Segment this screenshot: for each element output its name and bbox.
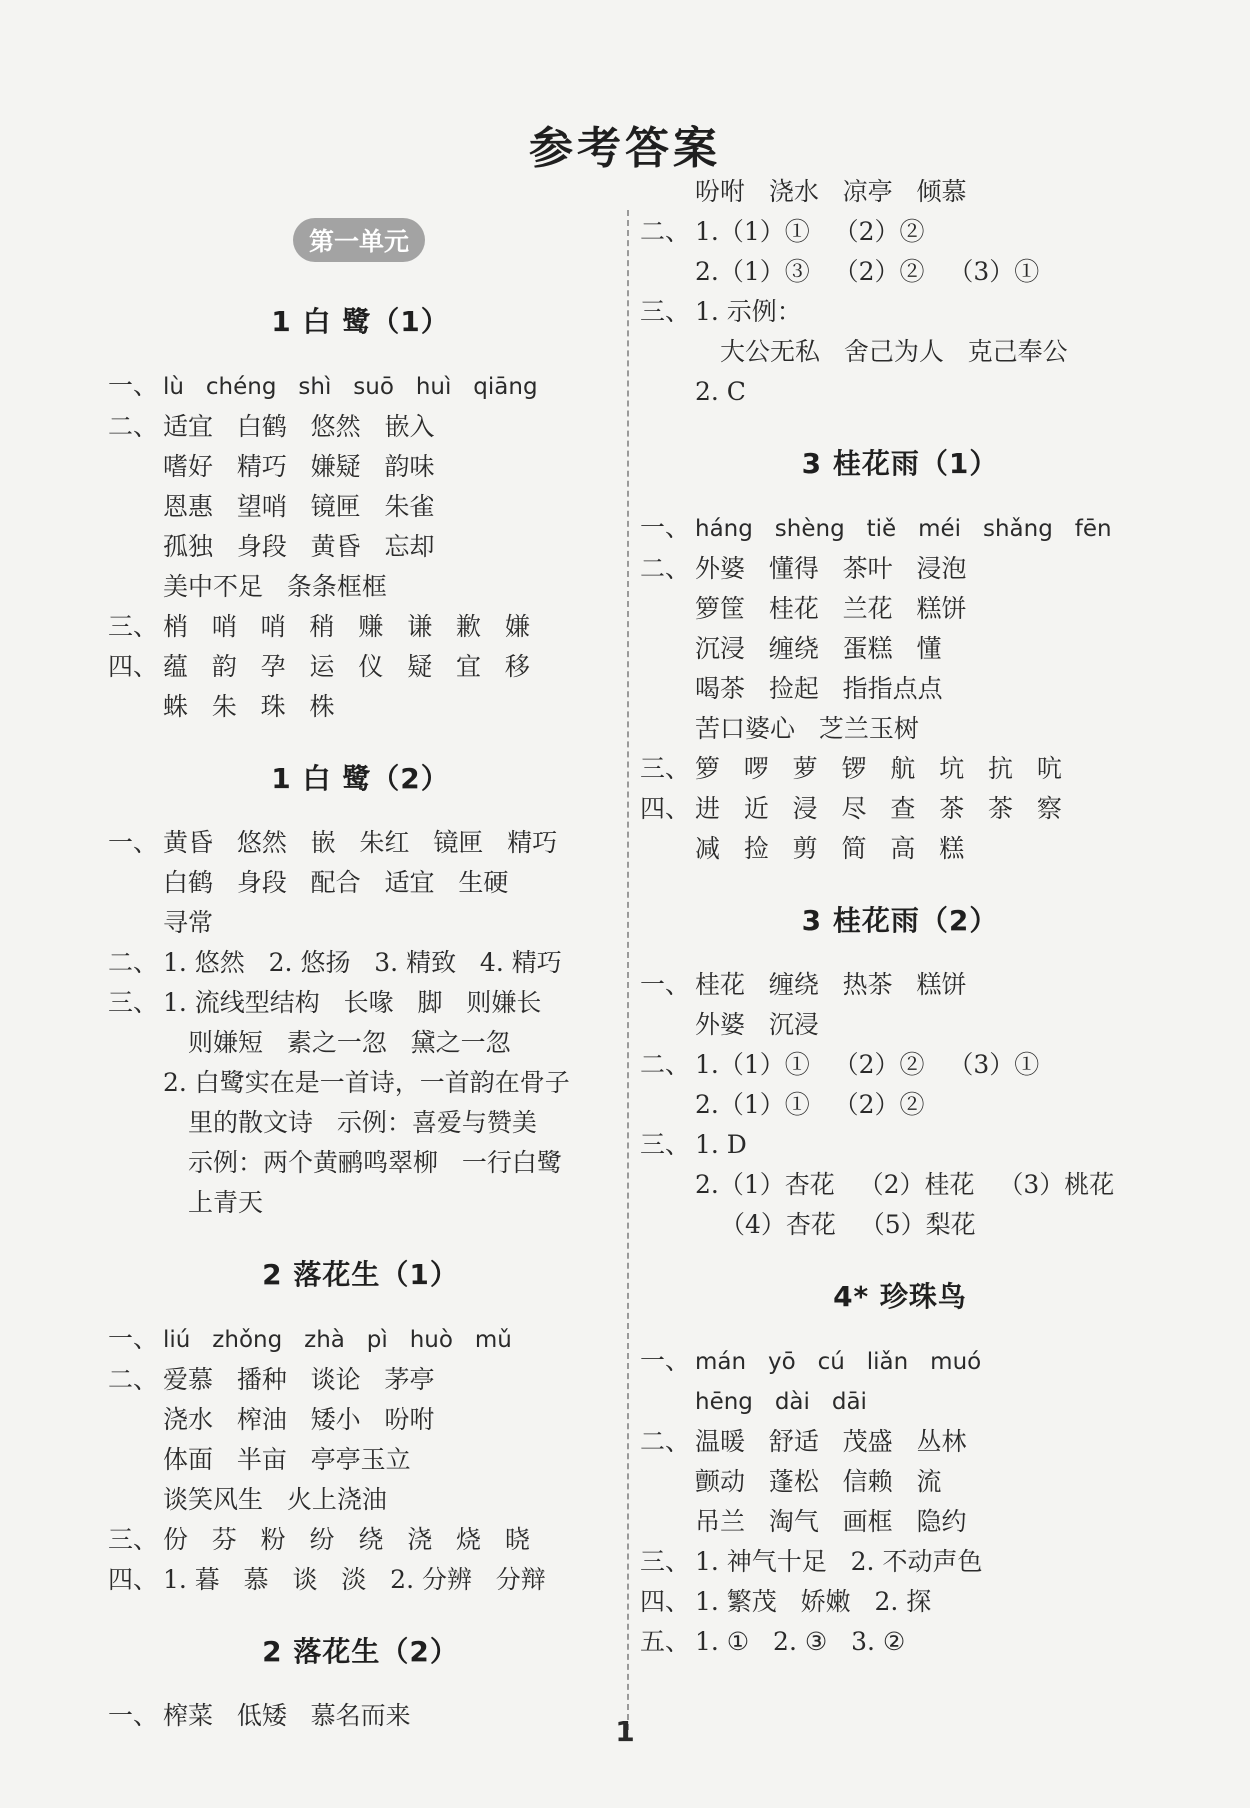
page-number: 1 xyxy=(615,1715,635,1748)
answer-row: 体面 半亩 亭亭玉立 xyxy=(163,1445,411,1474)
lesson-title: 3 桂花雨（2） xyxy=(801,904,999,937)
answer-row: 外婆 沉浸 xyxy=(695,1010,819,1039)
lesson-title: 2 落花生（1） xyxy=(262,1258,459,1291)
answer-row: 三、 箩 啰 萝 锣 航 坑 抗 吭 xyxy=(640,754,1062,783)
answer-row: 一、 lù chéng shì suō huì qiāng xyxy=(108,371,538,400)
answer-row: 二、 1.（1）① （2）② xyxy=(640,217,925,246)
answer-row: 一、 mán yō cú liǎn muó xyxy=(640,1346,982,1375)
answer-row: 大公无私 舍己为人 克己奉公 xyxy=(720,337,1068,366)
answer-row: 一、 榨菜 低矮 慕名而来 xyxy=(108,1701,411,1730)
answer-row: 2. 白鹭实在是一首诗，一首韵在骨子 xyxy=(163,1068,570,1097)
answer-row: 三、 份 芬 粉 纷 绕 浇 烧 晓 xyxy=(108,1525,530,1554)
answer-row: 一、 háng shèng tiě méi shǎng fēn xyxy=(640,513,1112,542)
answer-row: 箩筐 桂花 兰花 糕饼 xyxy=(695,594,967,623)
answer-row: 二、 1.（1）① （2）② （3）① xyxy=(640,1050,1040,1079)
lesson-title: 2 落花生（2） xyxy=(262,1635,459,1668)
answer-row: 沉浸 缠绕 蛋糕 懂 xyxy=(695,634,942,663)
answer-row: 上青天 xyxy=(188,1188,264,1217)
answer-row: 三、 1. 流线型结构 长喙 脚 则嫌长 xyxy=(108,988,542,1017)
answer-row: （4）杏花 （5）梨花 xyxy=(720,1210,976,1239)
answer-row: 寻常 xyxy=(163,908,214,937)
page-title: 参考答案 xyxy=(529,123,721,174)
answer-row: 里的散文诗 示例：喜爱与赞美 xyxy=(188,1108,537,1137)
answer-row: 2. C xyxy=(695,377,746,406)
answer-row: 2.（1）杏花 （2）桂花 （3）桃花 xyxy=(695,1170,1115,1199)
answer-row: 三、 梢 哨 哨 稍 赚 谦 歉 嫌 xyxy=(108,612,530,641)
answer-row: 五、 1. ① 2. ③ 3. ② xyxy=(640,1627,906,1656)
answer-row: 示例：两个黄鹂鸣翠柳 一行白鹭 xyxy=(188,1148,562,1177)
answer-row: 二、 1. 悠然 2. 悠扬 3. 精致 4. 精巧 xyxy=(108,948,562,977)
answer-row: 嗜好 精巧 嫌疑 韵味 xyxy=(163,452,435,481)
answer-row: 2.（1）③ （2）② （3）① xyxy=(695,257,1040,286)
answer-row: 蛛 朱 珠 株 xyxy=(163,692,335,721)
answer-row: 二、 温暖 舒适 茂盛 丛林 xyxy=(640,1427,967,1456)
answer-row: 四、 1. 暮 慕 谈 淡 2. 分辨 分辩 xyxy=(108,1565,546,1594)
answer-row: 孤独 身段 黄昏 忘却 xyxy=(163,532,435,561)
answer-row: 一、 黄昏 悠然 嵌 朱红 镜匣 精巧 xyxy=(108,828,558,857)
answer-row: 颤动 蓬松 信赖 流 xyxy=(695,1467,942,1496)
answer-row: 二、 外婆 懂得 茶叶 浸泡 xyxy=(640,554,967,583)
answer-row: 四、 1. 繁茂 娇嫩 2. 探 xyxy=(640,1587,932,1616)
answer-row: 则嫌短 素之一忽 黛之一忽 xyxy=(188,1028,511,1057)
answer-row: 浇水 榨油 矮小 吩咐 xyxy=(163,1405,435,1434)
answer-row: 吩咐 浇水 凉亭 倾慕 xyxy=(695,177,967,206)
lesson-title: 1 白 鹭（1） xyxy=(271,305,450,338)
answer-row: 喝茶 捡起 指指点点 xyxy=(695,674,943,703)
answer-row: 四、 蕴 韵 孕 运 仪 疑 宜 移 xyxy=(108,652,530,681)
lesson-title: 3 桂花雨（1） xyxy=(801,447,999,480)
answer-row: 一、 liú zhǒng zhà pì huò mǔ xyxy=(108,1324,512,1353)
answer-row: 一、 桂花 缠绕 热茶 糕饼 xyxy=(640,970,967,999)
answer-row: 二、 爱慕 播种 谈论 茅亭 xyxy=(108,1365,435,1394)
answer-row: 三、 1. 神气十足 2. 不动声色 xyxy=(640,1547,983,1576)
answer-row: 三、 1. D xyxy=(640,1130,747,1159)
unit-badge: 第一单元 xyxy=(293,218,425,262)
answer-row: 吊兰 淘气 画框 隐约 xyxy=(695,1507,967,1536)
answer-row: 减 捡 剪 简 高 糕 xyxy=(695,834,965,863)
answer-row: 三、 1. 示例： xyxy=(640,297,802,326)
answer-row: 恩惠 望哨 镜匣 朱雀 xyxy=(163,492,435,521)
answer-row: 2.（1）① （2）② xyxy=(695,1090,925,1119)
answer-row: 苦口婆心 芝兰玉树 xyxy=(695,714,919,743)
right-column xyxy=(640,172,1160,1662)
answer-row: 二、 适宜 白鹤 悠然 嵌入 xyxy=(108,412,435,441)
answer-row: 美中不足 条条框框 xyxy=(163,572,387,601)
lesson-title: 1 白 鹭（2） xyxy=(271,762,450,795)
lesson-title: 4* 珍珠鸟 xyxy=(833,1280,967,1313)
column-divider xyxy=(627,210,629,1730)
answer-row: 白鹤 身段 配合 适宜 生硬 xyxy=(163,868,509,897)
answer-row: 四、 进 近 浸 尽 查 茶 茶 察 xyxy=(640,794,1062,823)
answer-row: 谈笑风生 火上浇油 xyxy=(163,1485,387,1514)
left-column xyxy=(108,200,613,1736)
answer-row: hēng dài dāi xyxy=(695,1389,867,1415)
